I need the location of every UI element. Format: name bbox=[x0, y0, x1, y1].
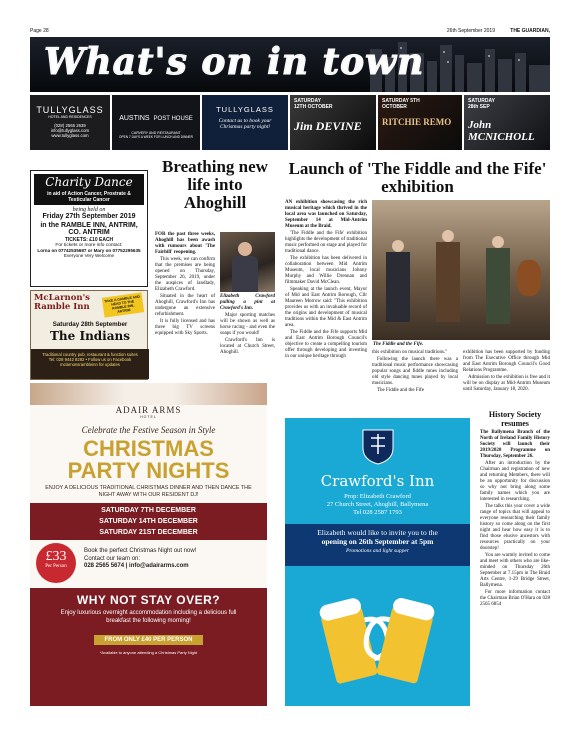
ad-tullyglass-name: TULLYGLASS bbox=[36, 105, 104, 115]
price-badge bbox=[36, 543, 76, 583]
photo-caption-crawford: Elizabeth Crawford pulling a pint at Crawford's Inn. bbox=[220, 294, 275, 311]
ad-ritchie-date: SATURDAY 5TH OCTOBER bbox=[382, 98, 420, 110]
invite-promo: Promotions and light supper bbox=[346, 548, 409, 554]
crawfords-telephone[interactable]: Tel 028 2587 1793 bbox=[353, 509, 402, 516]
photo-elizabeth-crawford bbox=[220, 232, 275, 292]
charity-dance-ad bbox=[30, 170, 148, 287]
price-per: Per Person bbox=[45, 564, 67, 569]
party-nights-heading: PARTY NIGHTS bbox=[67, 458, 230, 483]
invite-line1: Elizabeth would like to invite you to the bbox=[317, 528, 438, 537]
ramble-footer-line1: Traditional country pub, restaurant & function suites bbox=[42, 352, 138, 357]
party-date-1: SATURDAY 7TH DECEMBER bbox=[101, 507, 196, 514]
charity-held: being held on bbox=[72, 207, 106, 213]
ad-tullyglass-web: www.tullyglass.com bbox=[51, 133, 89, 138]
crawfords-proprietor: Prop: Elizabeth Crawford bbox=[344, 493, 411, 500]
charity-venue: in the RAMBLE INN, ANTRIM, bbox=[40, 222, 138, 229]
charity-phones: Lorna on 07742535687 or Mary on 07752295635 bbox=[37, 248, 141, 253]
ad-austins-hours: OPEN 7 DAYS A WEEK FOR LUNCH AND DINNER bbox=[119, 135, 193, 139]
ad-posthouse-name: POST HOUSE bbox=[153, 116, 193, 122]
article-ahoghill-title: Breathing new life into Ahoghill bbox=[162, 157, 268, 212]
crest-icon bbox=[359, 426, 397, 466]
ad-tullyglass-christmas[interactable] bbox=[202, 95, 288, 150]
ad-tullyglass-phone: (028) 2565 2639 bbox=[54, 123, 86, 128]
charity-title: Charity Dance bbox=[34, 174, 144, 190]
article-ahoghill-para: This week, we can confirm that the premises are being opened on Thursday, September 26, 2019, under the auspices of landlady, Elizabeth Crawford. bbox=[155, 257, 215, 292]
stay-over-price: FROM ONLY £40 PER PERSON bbox=[94, 635, 202, 645]
history-para: You are warmly invited to come and meet with others who are like-minded on Thursday 26th September at 7.15pm in The Braid Arts Centre, 1-29 Bridge Street, Ballymena. bbox=[480, 553, 550, 588]
charity-welcome: Everyone Very Welcome bbox=[63, 253, 115, 258]
ad-strip bbox=[30, 95, 550, 150]
article-ahoghill-para: Crawford's Inn is located at Church Street, Ahoghill. bbox=[220, 338, 275, 355]
article-fiddle-para: Admission to the exhibition is free and it will be on display at Mid-Antrim Museum until Saturday, January 18, 2020. bbox=[463, 375, 550, 392]
ad-john-date: SATURDAY 28th SEP bbox=[468, 98, 495, 110]
article-fiddle-lead: AN exhibition showcasing the rich musical heritage which thrived in the local area was launched on Saturday, September 14 at Mid-Antrim Museum at the Braid. bbox=[285, 200, 367, 229]
photo-fiddle-fife bbox=[372, 200, 550, 340]
ramble-band: The Indians bbox=[49, 329, 130, 343]
adair-hotel: HOTEL bbox=[140, 415, 157, 419]
charity-county: CO. ANTRIM bbox=[68, 229, 110, 236]
article-fiddle-col2 bbox=[372, 350, 458, 395]
christmas-heading: CHRISTMAS bbox=[83, 436, 214, 461]
invite-line2: opening on 26th September at 5pm bbox=[321, 537, 434, 546]
history-body bbox=[480, 430, 550, 609]
adair-description: ENJOY A DELICIOUS TRADITIONAL CHRISTMAS DINNER AND THEN DANCE THE NIGHT AWAY WITH OUR RESIDENT DJ! bbox=[45, 485, 252, 498]
stay-over-heading: WHY NOT STAY OVER? bbox=[76, 593, 221, 607]
crawfords-inn-ad bbox=[285, 418, 470, 706]
ad-ritchie-remo[interactable] bbox=[378, 95, 462, 150]
ad-austins-name: AUSTINS bbox=[119, 115, 150, 122]
article-fiddle-para: 'The Fiddle and the Fife' exhibition highlights the development of traditional music performed on stage and played for traditional dance. bbox=[285, 231, 367, 254]
booking-line1: Book the perfect Christmas Night out now! bbox=[84, 548, 197, 554]
opening-invite bbox=[285, 524, 470, 566]
page-header bbox=[30, 28, 550, 36]
article-ahoghill-para: Major sporting matches will be shown as well as horse racing - and even the soaps if you would! bbox=[220, 313, 275, 336]
ad-austins-sub: CARVERY AND RESTAURANT bbox=[131, 131, 181, 135]
history-lead: The Ballymena Branch of the North of Ireland Family History Society will launch their 2019/2020 Programme on Thursday, September 26. bbox=[480, 430, 550, 459]
article-ahoghill-para: It is fully licensed and has three big TV screens equipped with Sky Sports. bbox=[155, 319, 215, 336]
article-fiddle-col1 bbox=[285, 200, 367, 361]
ad-john-mcnicholl[interactable] bbox=[464, 95, 550, 150]
ramble-footer bbox=[31, 349, 149, 379]
ramble-footer-line2: Tel: 028 9442 8282 • Follow us on Facebook bbox=[48, 357, 132, 362]
ramble-inn-ad bbox=[30, 290, 148, 380]
paper-name: THE GUARDIAN, bbox=[510, 28, 550, 34]
ramble-footer-line3: mclarnonsrambleinn for updates bbox=[60, 362, 120, 367]
booking-line2: Contact our team on: bbox=[84, 555, 141, 562]
ramble-date: Saturday 28th September bbox=[52, 321, 128, 328]
history-para: For more information contact the Chairman Brian O'Hara on 028 2565 6854 bbox=[480, 590, 550, 607]
article-history-society bbox=[480, 410, 550, 428]
stay-over-text: Enjoy luxurious overnight accommodation including a delicious full breakfast the following morning! bbox=[60, 610, 237, 624]
adair-tagline: Celebrate the Festive Season in Style bbox=[81, 425, 216, 435]
charity-info: For tickets or more info contact: bbox=[55, 243, 123, 248]
article-fiddle-para: Speaking at the launch event, Mayor of Mid and East Antrim Borough, Cllr Maureen Morrow said: "This exhibition provides us with an invaluable record of the origins and development of musical traditions within the Mid & East Antrim area. bbox=[285, 287, 367, 328]
article-fiddle-para: this exhibition on musical traditions." bbox=[372, 350, 448, 355]
ad-tullyglass-email: info@tullyglass.com bbox=[50, 128, 90, 133]
history-title: History Society resumes bbox=[488, 410, 542, 428]
article-fiddle-para: The exhibition has been delivered in collaboration between Mid Antrim Museum, local musicians Johnny Murphy and Willie Drennan and filmmaker David McClean. bbox=[285, 256, 367, 285]
ad-tullyglass[interactable] bbox=[30, 95, 110, 150]
article-fiddle-para: Following the launch there was a traditional music performance showcasing popular songs and fiddle tunes including old style dancing tunes played by local musicians. bbox=[372, 357, 458, 386]
charity-tickets: TICKETS: £10 EACH bbox=[64, 237, 114, 243]
history-para: After an introduction by the Chairman and registration of new and returning Members, there will be an opportunity for discussion so why not bring along some family names which you are interested in researching. bbox=[480, 461, 550, 502]
party-dates bbox=[30, 503, 267, 540]
stay-over-panel bbox=[30, 588, 267, 706]
ad-christmas-name: TULLYGLASS bbox=[216, 105, 274, 114]
article-ahoghill-col1 bbox=[155, 232, 215, 338]
ad-ritchie-name: RITCHIE REMO bbox=[382, 117, 452, 127]
banner-title: What's on in town bbox=[44, 41, 425, 83]
ramble-tagline: TAKE A GAMBLE AND HEAD TO THE RAMBLE INN, ANTRIM bbox=[102, 292, 144, 317]
booking-contact[interactable]: 028 2565 5674 | info@adairarms.com bbox=[84, 563, 189, 569]
page-number: Page 28 bbox=[30, 28, 49, 34]
ad-john-name: John MCNICHOLL bbox=[468, 119, 535, 143]
article-fiddle-col3 bbox=[463, 350, 550, 394]
booking-info bbox=[84, 548, 264, 571]
adair-name: ADAIR ARMS bbox=[115, 405, 182, 415]
party-date-2: SATURDAY 14TH DECEMBER bbox=[99, 518, 198, 525]
charity-date: Friday 27th September 2019 bbox=[42, 213, 136, 220]
history-para: The talks this year cover a wide range of topics that will appeal to everyone researching their family history so come along on the first night and hear how easy it is to find those elusive ancestors with resources practically on your doorstep! bbox=[480, 504, 550, 551]
ad-tullyglass-sub: HOTEL AND RESIDENCES bbox=[48, 115, 92, 119]
adair-arms-ad bbox=[30, 383, 267, 706]
article-ahoghill bbox=[155, 158, 275, 212]
article-fiddle-para: The Fiddle and the Fife bbox=[377, 388, 424, 393]
party-date-3: SATURDAY 21ST DECEMBER bbox=[99, 529, 198, 536]
article-ahoghill-col2 bbox=[220, 294, 275, 357]
article-fiddle-para: The Fiddle and the Fife supports Mid and East Antrim Borough Council's objective to create a compelling tourism offer through developing and investing in our unique heritage through bbox=[285, 330, 367, 359]
stay-over-availability: *Available to anyone attending a Christmas Party Night bbox=[99, 650, 198, 655]
ad-austins[interactable] bbox=[112, 95, 200, 150]
beer-toast-icon bbox=[305, 580, 450, 695]
whats-on-banner bbox=[30, 37, 550, 92]
ad-jim-name: Jim DEVINE bbox=[294, 119, 362, 133]
price-value: £33 bbox=[45, 549, 67, 564]
crawfords-details bbox=[285, 493, 470, 517]
photo-caption-fiddle: The Fiddle and the Fife. bbox=[373, 342, 424, 347]
article-ahoghill-para: Situated in the heart of Ahoghill, Crawford's Inn has undergone an extensive refurbishment. bbox=[155, 294, 215, 317]
charity-aid: in aid of Action Cancer, Prostrate & Testicular Cancer bbox=[34, 190, 144, 205]
article-ahoghill-lead: FOR the past three weeks, Ahoghill has been awash with rumours about 'The Fairhill' reopening. bbox=[155, 232, 215, 255]
ad-jim-devine[interactable] bbox=[290, 95, 376, 150]
issue-date: 26th September 2019 bbox=[446, 28, 495, 34]
crawfords-name: Crawford's Inn bbox=[320, 472, 435, 490]
adair-logo bbox=[30, 405, 267, 419]
ad-jim-date: SATURDAY 12TH OCTOBER bbox=[294, 98, 333, 110]
article-fiddle-title: Launch of 'The Fiddle and the Fife' exhibition bbox=[288, 159, 547, 196]
crawfords-address: 27 Church Street, Ahoghill, Ballymena bbox=[326, 501, 429, 508]
festive-top-border bbox=[30, 383, 267, 405]
ad-christmas-text: Contact us to book your Christmas party night! bbox=[218, 118, 272, 130]
article-fiddle-para: exhibition has been supported by funding from The Executive Office through Mid and East Antrim Borough Council's Good Relations Programme. bbox=[463, 350, 550, 373]
ramble-title: McLarnon's Ramble Inn bbox=[34, 293, 90, 312]
